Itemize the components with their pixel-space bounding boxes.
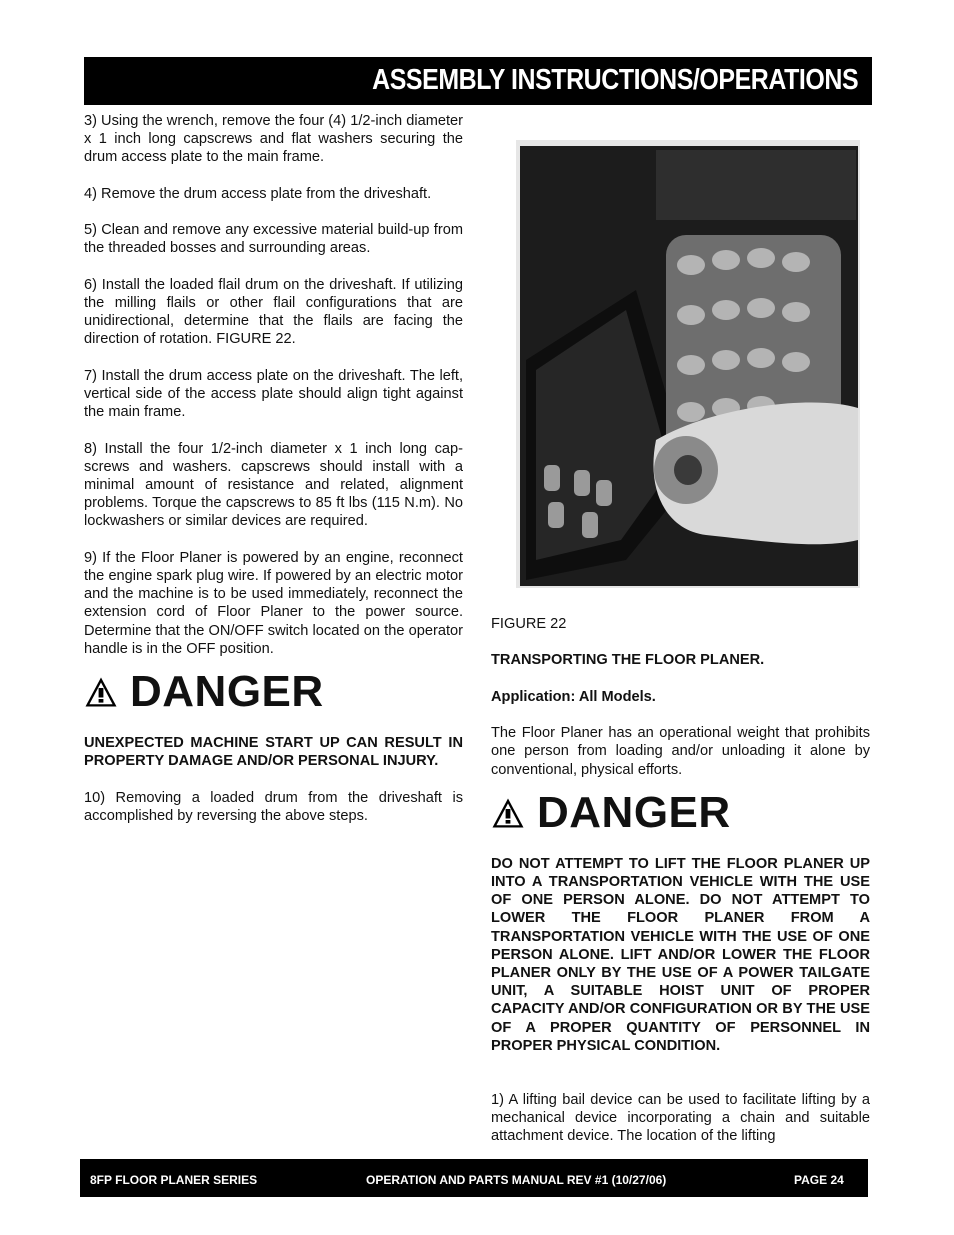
right-column bbox=[491, 615, 870, 1164]
section-heading: TRANSPORTING THE FLOOR PLANER. bbox=[491, 652, 765, 669]
warning-triangle-icon bbox=[491, 797, 525, 829]
footer-bar bbox=[80, 1159, 868, 1197]
page-title: ASSEMBLY INSTRUCTIONS/OPERATIONS bbox=[371, 64, 858, 96]
flail-drum-photo bbox=[516, 140, 860, 588]
application-line: Application: All Models. bbox=[491, 688, 656, 705]
danger-heading bbox=[84, 666, 463, 718]
danger-label: DANGER bbox=[130, 667, 324, 716]
step-6-paragraph: 6) Install the loaded flail drum on the driveshaft. If utilizing the milling flails or other flail configurations that are unidirectional, determine that the flails are facing the direction of rotation. FIGURE 22. bbox=[84, 276, 463, 348]
danger-label: DANGER bbox=[537, 787, 731, 837]
step-9-paragraph: 9) If the Floor Planer is powered by an engine, reconnect the engine spark plug wire. If powered by an electric motor and the machine is to be used immediately, reconnect the extension cord of Floor Planer to the power source. Determine that the ON/OFF switch located on the operator handle is in the OFF position. bbox=[84, 549, 463, 657]
step-5-paragraph: 5) Clean and remove any excessive material build-up from the threaded bosses and surrounding areas. bbox=[84, 222, 463, 257]
footer-page-number: PAGE 24 bbox=[794, 1173, 844, 1187]
step-10-paragraph: 10) Removing a loaded drum from the driveshaft is accomplished by reversing the above steps. bbox=[84, 789, 463, 824]
step-4-paragraph: 4) Remove the drum access plate from the driveshaft. bbox=[84, 185, 432, 202]
figure-22-photo bbox=[516, 140, 860, 588]
step-7-paragraph: 7) Install the drum access plate on the driveshaft. The left, vertical side of the access plate should align tight against the main frame. bbox=[84, 367, 463, 421]
header-bar bbox=[84, 57, 872, 105]
figure-caption: FIGURE 22 bbox=[491, 616, 567, 632]
left-column bbox=[84, 112, 463, 843]
footer-series: 8FP FLOOR PLANER SERIES bbox=[90, 1173, 258, 1187]
danger-warning-text: UNEXPECTED MACHINE START UP CAN RESULT IN PROPERTY DAMAGE AND/OR PERSONAL INJURY. bbox=[84, 735, 463, 770]
footer-manual: OPERATION AND PARTS MANUAL REV #1 (10/27/06) bbox=[366, 1173, 667, 1187]
step-3-paragraph: 3) Using the wrench, remove the four (4) 1/2-inch diameter x 1 inch long capscrews and flat washers securing the drum access plate to the main frame. bbox=[84, 113, 463, 166]
danger-warning-text: DO NOT ATTEMPT TO LIFT THE FLOOR PLANER UP INTO A TRANSPORTATION VEHICLE WITH THE USE OF ONE PERSON ALONE. DO NOT ATTEMPT TO LOWER THE FLOOR PLANER FROM A TRANSPORTATION VEHICLE WITH THE USE OF ONE PERSON ALONE. LIFT AND/OR LOWER THE FLOOR PLANER ONLY BY THE USE OF A POWER TAILGATE UNIT, A SUITABLE HOIST UNIT OF PROPER CAPACITY AND/OR CONFIGURATION OR BY THE USE OF A PROPER QUANTITY OF PERSONNEL IN PROPER PHYSICAL CONDITION. bbox=[491, 855, 870, 1054]
step-8-paragraph: 8) Install the four 1/2-inch diameter x 1 inch long cap-screws and washers. capscrews should install with a minimal amount of resistance and related, alignment problems. Torque the capscrews to 85 ft lbs (115 N.m). No lockwashers or similar devices are required. bbox=[84, 440, 463, 530]
intro-paragraph: The Floor Planer has an operational weight that prohibits one person from loading and/or unloading it alone by conventional, physical efforts. bbox=[491, 725, 870, 778]
lifting-paragraph: 1) A lifting bail device can be used to facilitate lifting by a mechanical device incorporating a chain and suitable attachment device. The location of the lifting bbox=[491, 1092, 870, 1145]
warning-triangle-icon bbox=[84, 676, 118, 708]
danger-heading bbox=[491, 787, 870, 839]
